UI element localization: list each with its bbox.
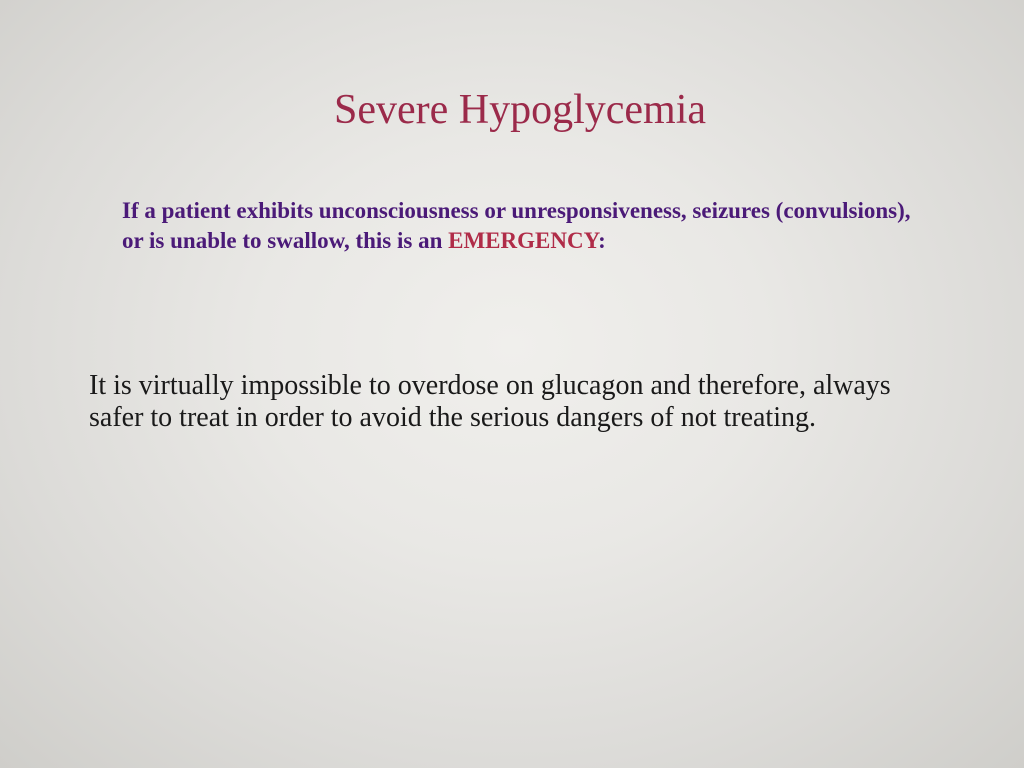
emergency-note-text: If a patient exhibits unconsciousness or unresponsiveness, seizures (convulsions), or is unable to swallow, this is an [122, 198, 911, 253]
emergency-note-suffix: : [598, 228, 606, 253]
slide-title: Severe Hypoglycemia [333, 87, 707, 133]
body-paragraph: It is virtually impossible to overdose on glucagon and therefore, always safer to treat in order to avoid the serious dangers of not treating. [89, 370, 891, 433]
emergency-highlight: EMERGENCY [448, 228, 599, 253]
emergency-note [122, 196, 912, 256]
